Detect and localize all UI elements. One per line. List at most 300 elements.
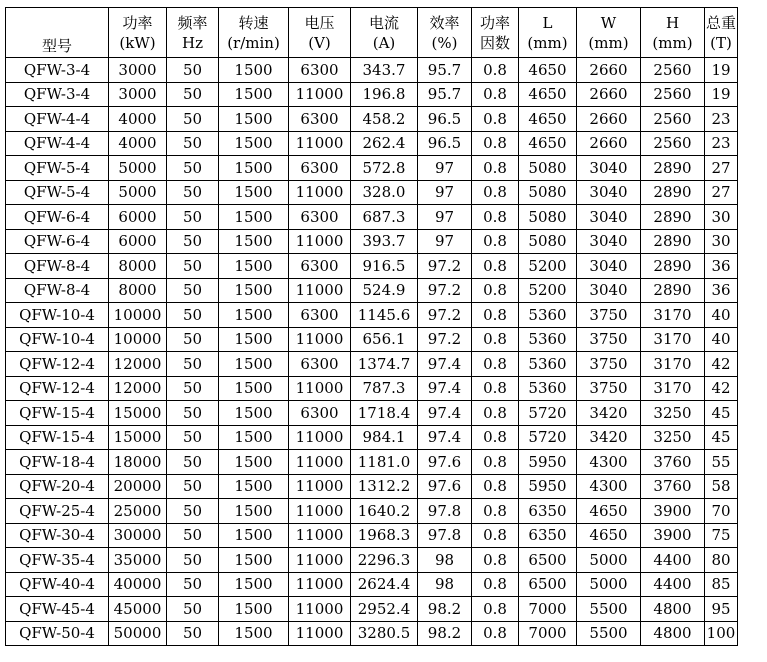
cell-efficiency: 98.2 xyxy=(418,597,472,622)
cell-voltage: 11000 xyxy=(289,180,351,205)
generator-spec-table xyxy=(5,7,738,646)
cell-width: 3040 xyxy=(577,254,641,279)
cell-weight: 19 xyxy=(705,58,738,83)
header-row xyxy=(6,8,738,58)
header-current-label: 电流 xyxy=(368,13,399,32)
header-power xyxy=(109,8,167,58)
cell-efficiency: 97 xyxy=(418,205,472,230)
table-row xyxy=(6,474,738,499)
cell-freq: 50 xyxy=(167,156,219,181)
cell-power: 5000 xyxy=(109,180,167,205)
cell-weight: 85 xyxy=(705,572,738,597)
cell-efficiency: 98 xyxy=(418,548,472,573)
cell-current: 2952.4 xyxy=(351,597,418,622)
table-row xyxy=(6,82,738,107)
cell-power-factor: 0.8 xyxy=(472,450,519,475)
cell-length: 5360 xyxy=(519,327,577,352)
cell-current: 393.7 xyxy=(351,229,418,254)
cell-speed: 1500 xyxy=(219,621,289,646)
header-length-label: L xyxy=(542,13,553,32)
cell-efficiency: 97 xyxy=(418,180,472,205)
cell-power: 15000 xyxy=(109,425,167,450)
cell-freq: 50 xyxy=(167,254,219,279)
cell-power-factor: 0.8 xyxy=(472,474,519,499)
cell-weight: 40 xyxy=(705,303,738,328)
cell-power-factor: 0.8 xyxy=(472,82,519,107)
cell-freq: 50 xyxy=(167,401,219,426)
cell-current: 458.2 xyxy=(351,107,418,132)
cell-speed: 1500 xyxy=(219,327,289,352)
cell-height: 3250 xyxy=(641,425,705,450)
cell-efficiency: 97.2 xyxy=(418,254,472,279)
cell-freq: 50 xyxy=(167,621,219,646)
cell-speed: 1500 xyxy=(219,131,289,156)
cell-power: 40000 xyxy=(109,572,167,597)
cell-efficiency: 97.4 xyxy=(418,425,472,450)
header-power-label: 功率 xyxy=(122,13,153,32)
cell-weight: 75 xyxy=(705,523,738,548)
cell-speed: 1500 xyxy=(219,278,289,303)
cell-current: 328.0 xyxy=(351,180,418,205)
cell-power: 3000 xyxy=(109,58,167,83)
header-speed-unit: (r/min) xyxy=(227,33,280,52)
cell-length: 5200 xyxy=(519,254,577,279)
cell-length: 4650 xyxy=(519,58,577,83)
cell-speed: 1500 xyxy=(219,499,289,524)
cell-current: 343.7 xyxy=(351,58,418,83)
header-efficiency xyxy=(418,8,472,58)
cell-length: 5950 xyxy=(519,474,577,499)
cell-power: 3000 xyxy=(109,82,167,107)
cell-power: 10000 xyxy=(109,327,167,352)
cell-efficiency: 97.6 xyxy=(418,450,472,475)
table-row xyxy=(6,58,738,83)
cell-power: 12000 xyxy=(109,352,167,377)
cell-efficiency: 97.4 xyxy=(418,352,472,377)
cell-power-factor: 0.8 xyxy=(472,156,519,181)
cell-speed: 1500 xyxy=(219,425,289,450)
cell-voltage: 11000 xyxy=(289,499,351,524)
cell-speed: 1500 xyxy=(219,180,289,205)
cell-width: 2660 xyxy=(577,58,641,83)
cell-length: 5950 xyxy=(519,450,577,475)
cell-weight: 58 xyxy=(705,474,738,499)
cell-freq: 50 xyxy=(167,425,219,450)
cell-height: 3250 xyxy=(641,401,705,426)
cell-voltage: 11000 xyxy=(289,597,351,622)
cell-model: QFW-6-4 xyxy=(6,229,109,254)
cell-current: 524.9 xyxy=(351,278,418,303)
table-row xyxy=(6,180,738,205)
cell-weight: 100 xyxy=(705,621,738,646)
cell-voltage: 6300 xyxy=(289,58,351,83)
cell-width: 3420 xyxy=(577,401,641,426)
cell-voltage: 11000 xyxy=(289,82,351,107)
cell-model: QFW-30-4 xyxy=(6,523,109,548)
cell-efficiency: 98 xyxy=(418,572,472,597)
cell-height: 2890 xyxy=(641,156,705,181)
cell-speed: 1500 xyxy=(219,523,289,548)
cell-power: 8000 xyxy=(109,278,167,303)
header-efficiency-unit: (%) xyxy=(431,33,458,52)
table-row xyxy=(6,548,738,573)
cell-height: 2890 xyxy=(641,254,705,279)
cell-speed: 1500 xyxy=(219,597,289,622)
cell-voltage: 11000 xyxy=(289,621,351,646)
cell-length: 4650 xyxy=(519,82,577,107)
table-row xyxy=(6,499,738,524)
cell-speed: 1500 xyxy=(219,376,289,401)
header-height xyxy=(641,8,705,58)
cell-power: 8000 xyxy=(109,254,167,279)
cell-length: 5360 xyxy=(519,303,577,328)
cell-voltage: 6300 xyxy=(289,107,351,132)
cell-length: 4650 xyxy=(519,131,577,156)
cell-height: 3760 xyxy=(641,450,705,475)
header-voltage xyxy=(289,8,351,58)
header-model-label: 型号 xyxy=(41,37,72,55)
cell-speed: 1500 xyxy=(219,58,289,83)
cell-freq: 50 xyxy=(167,597,219,622)
header-power-factor-label-2: 因数 xyxy=(479,33,510,52)
cell-voltage: 11000 xyxy=(289,425,351,450)
cell-voltage: 11000 xyxy=(289,229,351,254)
cell-current: 656.1 xyxy=(351,327,418,352)
cell-freq: 50 xyxy=(167,107,219,132)
cell-height: 2890 xyxy=(641,278,705,303)
header-voltage-label: 电压 xyxy=(304,13,335,32)
cell-width: 4300 xyxy=(577,474,641,499)
table-row xyxy=(6,107,738,132)
cell-height: 3900 xyxy=(641,523,705,548)
cell-model: QFW-8-4 xyxy=(6,278,109,303)
cell-current: 687.3 xyxy=(351,205,418,230)
cell-model: QFW-4-4 xyxy=(6,107,109,132)
cell-length: 5720 xyxy=(519,401,577,426)
cell-power-factor: 0.8 xyxy=(472,303,519,328)
header-power-factor xyxy=(472,8,519,58)
cell-width: 3040 xyxy=(577,278,641,303)
cell-weight: 95 xyxy=(705,597,738,622)
cell-power: 10000 xyxy=(109,303,167,328)
header-freq-unit: Hz xyxy=(182,33,203,52)
cell-freq: 50 xyxy=(167,352,219,377)
cell-width: 3750 xyxy=(577,303,641,328)
cell-current: 1374.7 xyxy=(351,352,418,377)
cell-width: 3750 xyxy=(577,352,641,377)
cell-width: 5500 xyxy=(577,621,641,646)
cell-model: QFW-3-4 xyxy=(6,58,109,83)
header-weight xyxy=(705,8,738,58)
cell-width: 5000 xyxy=(577,548,641,573)
cell-efficiency: 97.4 xyxy=(418,376,472,401)
cell-speed: 1500 xyxy=(219,303,289,328)
cell-power-factor: 0.8 xyxy=(472,548,519,573)
cell-width: 2660 xyxy=(577,131,641,156)
cell-power-factor: 0.8 xyxy=(472,180,519,205)
header-width xyxy=(577,8,641,58)
cell-weight: 80 xyxy=(705,548,738,573)
cell-width: 4650 xyxy=(577,523,641,548)
cell-power-factor: 0.8 xyxy=(472,229,519,254)
table-row xyxy=(6,278,738,303)
cell-height: 4800 xyxy=(641,621,705,646)
cell-efficiency: 97.4 xyxy=(418,401,472,426)
cell-length: 5720 xyxy=(519,425,577,450)
table-row xyxy=(6,450,738,475)
cell-power-factor: 0.8 xyxy=(472,376,519,401)
cell-freq: 50 xyxy=(167,376,219,401)
table-row xyxy=(6,376,738,401)
cell-speed: 1500 xyxy=(219,572,289,597)
cell-model: QFW-6-4 xyxy=(6,205,109,230)
cell-model: QFW-45-4 xyxy=(6,597,109,622)
cell-weight: 45 xyxy=(705,401,738,426)
cell-current: 916.5 xyxy=(351,254,418,279)
cell-speed: 1500 xyxy=(219,254,289,279)
cell-voltage: 6300 xyxy=(289,401,351,426)
table-row xyxy=(6,572,738,597)
cell-model: QFW-15-4 xyxy=(6,401,109,426)
table-row xyxy=(6,156,738,181)
cell-model: QFW-40-4 xyxy=(6,572,109,597)
cell-efficiency: 97.2 xyxy=(418,327,472,352)
cell-current: 2624.4 xyxy=(351,572,418,597)
cell-freq: 50 xyxy=(167,82,219,107)
cell-freq: 50 xyxy=(167,229,219,254)
cell-current: 3280.5 xyxy=(351,621,418,646)
cell-power-factor: 0.8 xyxy=(472,499,519,524)
cell-power: 25000 xyxy=(109,499,167,524)
header-speed-label: 转速 xyxy=(238,13,269,32)
cell-length: 7000 xyxy=(519,621,577,646)
header-current xyxy=(351,8,418,58)
cell-weight: 23 xyxy=(705,131,738,156)
cell-power: 50000 xyxy=(109,621,167,646)
cell-power-factor: 0.8 xyxy=(472,205,519,230)
cell-model: QFW-35-4 xyxy=(6,548,109,573)
cell-power-factor: 0.8 xyxy=(472,425,519,450)
cell-speed: 1500 xyxy=(219,401,289,426)
cell-current: 1968.3 xyxy=(351,523,418,548)
cell-efficiency: 97.8 xyxy=(418,523,472,548)
cell-height: 2890 xyxy=(641,205,705,230)
cell-height: 4800 xyxy=(641,597,705,622)
cell-length: 6350 xyxy=(519,523,577,548)
cell-model: QFW-10-4 xyxy=(6,327,109,352)
cell-height: 4400 xyxy=(641,548,705,573)
header-height-label: H xyxy=(665,13,680,32)
table-row xyxy=(6,254,738,279)
cell-freq: 50 xyxy=(167,474,219,499)
cell-speed: 1500 xyxy=(219,107,289,132)
cell-weight: 40 xyxy=(705,327,738,352)
cell-power-factor: 0.8 xyxy=(472,278,519,303)
header-length-unit: (mm) xyxy=(527,33,568,52)
cell-voltage: 11000 xyxy=(289,376,351,401)
cell-voltage: 11000 xyxy=(289,278,351,303)
cell-width: 3040 xyxy=(577,205,641,230)
header-height-unit: (mm) xyxy=(652,33,693,52)
cell-voltage: 6300 xyxy=(289,205,351,230)
cell-voltage: 6300 xyxy=(289,352,351,377)
cell-efficiency: 97.2 xyxy=(418,278,472,303)
cell-weight: 30 xyxy=(705,205,738,230)
cell-height: 4400 xyxy=(641,572,705,597)
cell-length: 7000 xyxy=(519,597,577,622)
table-row xyxy=(6,229,738,254)
cell-freq: 50 xyxy=(167,450,219,475)
cell-power: 6000 xyxy=(109,205,167,230)
cell-width: 4650 xyxy=(577,499,641,524)
cell-model: QFW-12-4 xyxy=(6,352,109,377)
cell-voltage: 6300 xyxy=(289,303,351,328)
cell-width: 3420 xyxy=(577,425,641,450)
header-length xyxy=(519,8,577,58)
cell-weight: 42 xyxy=(705,376,738,401)
cell-efficiency: 98.2 xyxy=(418,621,472,646)
header-voltage-unit: (V) xyxy=(308,33,331,52)
cell-model: QFW-15-4 xyxy=(6,425,109,450)
cell-length: 5080 xyxy=(519,180,577,205)
cell-model: QFW-20-4 xyxy=(6,474,109,499)
cell-weight: 19 xyxy=(705,82,738,107)
cell-model: QFW-5-4 xyxy=(6,156,109,181)
cell-power-factor: 0.8 xyxy=(472,621,519,646)
cell-voltage: 11000 xyxy=(289,548,351,573)
cell-weight: 27 xyxy=(705,180,738,205)
cell-height: 3170 xyxy=(641,376,705,401)
cell-speed: 1500 xyxy=(219,82,289,107)
table-row xyxy=(6,597,738,622)
cell-power: 6000 xyxy=(109,229,167,254)
cell-speed: 1500 xyxy=(219,548,289,573)
cell-model: QFW-25-4 xyxy=(6,499,109,524)
cell-power-factor: 0.8 xyxy=(472,254,519,279)
table-row xyxy=(6,401,738,426)
cell-current: 787.3 xyxy=(351,376,418,401)
cell-height: 3900 xyxy=(641,499,705,524)
cell-speed: 1500 xyxy=(219,352,289,377)
cell-freq: 50 xyxy=(167,58,219,83)
cell-power-factor: 0.8 xyxy=(472,352,519,377)
cell-length: 6500 xyxy=(519,572,577,597)
cell-current: 1312.2 xyxy=(351,474,418,499)
cell-model: QFW-50-4 xyxy=(6,621,109,646)
cell-height: 2560 xyxy=(641,131,705,156)
cell-length: 5080 xyxy=(519,229,577,254)
cell-height: 3760 xyxy=(641,474,705,499)
cell-efficiency: 97.6 xyxy=(418,474,472,499)
cell-model: QFW-5-4 xyxy=(6,180,109,205)
cell-voltage: 11000 xyxy=(289,327,351,352)
cell-width: 5500 xyxy=(577,597,641,622)
cell-power-factor: 0.8 xyxy=(472,597,519,622)
cell-weight: 27 xyxy=(705,156,738,181)
header-power-unit: (kW) xyxy=(119,33,156,52)
cell-power: 5000 xyxy=(109,156,167,181)
table-row xyxy=(6,205,738,230)
cell-length: 4650 xyxy=(519,107,577,132)
cell-voltage: 11000 xyxy=(289,474,351,499)
cell-height: 3170 xyxy=(641,327,705,352)
cell-speed: 1500 xyxy=(219,205,289,230)
table-row xyxy=(6,131,738,156)
cell-weight: 42 xyxy=(705,352,738,377)
cell-weight: 55 xyxy=(705,450,738,475)
header-weight-label: 总重 xyxy=(705,13,736,32)
cell-width: 5000 xyxy=(577,572,641,597)
header-efficiency-label: 效率 xyxy=(429,13,460,32)
header-power-factor-label: 功率 xyxy=(479,13,510,32)
cell-weight: 30 xyxy=(705,229,738,254)
cell-height: 2560 xyxy=(641,107,705,132)
table-body xyxy=(6,58,738,646)
cell-width: 4300 xyxy=(577,450,641,475)
table-row xyxy=(6,523,738,548)
cell-height: 2560 xyxy=(641,82,705,107)
cell-current: 572.8 xyxy=(351,156,418,181)
cell-width: 2660 xyxy=(577,107,641,132)
cell-current: 984.1 xyxy=(351,425,418,450)
cell-power: 45000 xyxy=(109,597,167,622)
cell-model: QFW-3-4 xyxy=(6,82,109,107)
cell-speed: 1500 xyxy=(219,450,289,475)
table-header xyxy=(6,8,738,58)
cell-power: 35000 xyxy=(109,548,167,573)
cell-power-factor: 0.8 xyxy=(472,107,519,132)
cell-freq: 50 xyxy=(167,499,219,524)
cell-voltage: 11000 xyxy=(289,572,351,597)
cell-power-factor: 0.8 xyxy=(472,327,519,352)
cell-length: 5200 xyxy=(519,278,577,303)
cell-freq: 50 xyxy=(167,548,219,573)
cell-speed: 1500 xyxy=(219,156,289,181)
cell-width: 3040 xyxy=(577,180,641,205)
cell-freq: 50 xyxy=(167,327,219,352)
cell-width: 3040 xyxy=(577,229,641,254)
cell-efficiency: 97 xyxy=(418,156,472,181)
cell-current: 2296.3 xyxy=(351,548,418,573)
cell-voltage: 11000 xyxy=(289,131,351,156)
cell-freq: 50 xyxy=(167,180,219,205)
cell-weight: 45 xyxy=(705,425,738,450)
cell-model: QFW-18-4 xyxy=(6,450,109,475)
cell-power-factor: 0.8 xyxy=(472,58,519,83)
cell-speed: 1500 xyxy=(219,229,289,254)
cell-power-factor: 0.8 xyxy=(472,572,519,597)
cell-width: 2660 xyxy=(577,82,641,107)
cell-model: QFW-4-4 xyxy=(6,131,109,156)
cell-length: 5080 xyxy=(519,156,577,181)
cell-current: 1718.4 xyxy=(351,401,418,426)
cell-width: 3040 xyxy=(577,156,641,181)
cell-efficiency: 97 xyxy=(418,229,472,254)
cell-current: 1181.0 xyxy=(351,450,418,475)
header-width-label: W xyxy=(600,13,617,32)
cell-voltage: 6300 xyxy=(289,254,351,279)
cell-efficiency: 95.7 xyxy=(418,82,472,107)
cell-current: 262.4 xyxy=(351,131,418,156)
cell-weight: 36 xyxy=(705,278,738,303)
cell-efficiency: 97.2 xyxy=(418,303,472,328)
cell-height: 2890 xyxy=(641,229,705,254)
header-freq-label: 频率 xyxy=(177,13,208,32)
cell-speed: 1500 xyxy=(219,474,289,499)
header-width-unit: (mm) xyxy=(588,33,629,52)
cell-power: 15000 xyxy=(109,401,167,426)
cell-power: 4000 xyxy=(109,107,167,132)
